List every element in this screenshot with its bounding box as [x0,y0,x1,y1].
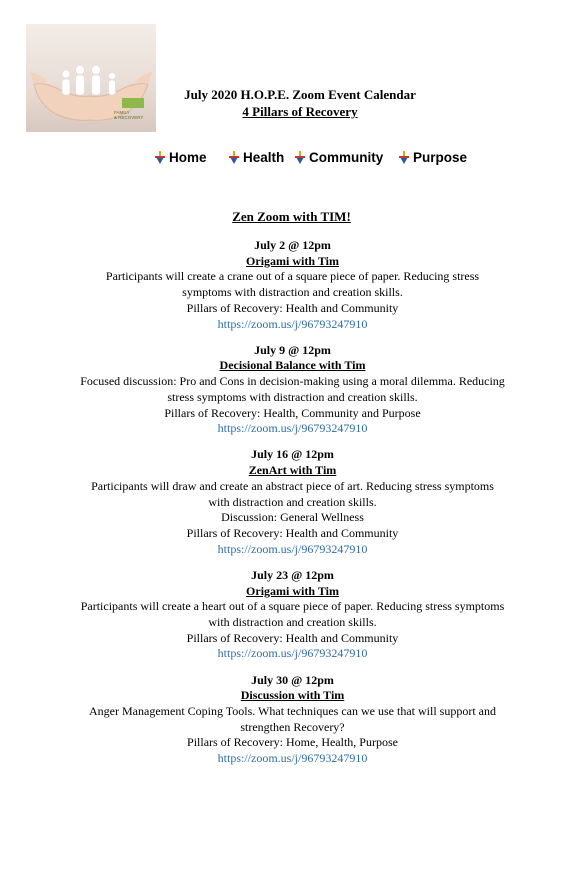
logo-text [114,110,154,120]
event-description-line: strengthen Recovery? [240,719,345,734]
event-description-line: Anger Management Coping Tools. What techniques can we use that will support and [89,703,496,718]
event-description-line: Participants will draw and create an abstract piece of art. Reducing stress symptoms [91,478,494,493]
event-pillars: Pillars of Recovery: Health and Community [186,525,399,540]
page-title: July 2020 H.O.P.E. Zoom Event Calendar [184,87,416,102]
event-title: Decisional Balance with Tim [219,358,366,373]
pillar-marker-icon [398,151,410,165]
logo-image [26,24,156,132]
event-description-line: symptoms with distraction and creation skills. [182,285,403,300]
pillar-label: Community [309,150,384,165]
event-title: Origami with Tim [246,583,339,598]
event-pillars: Pillars of Recovery: Health, Community and Purpose [164,405,421,420]
event-item [40,447,545,557]
event-pillars: Pillars of Recovery: Home, Health, Purpose [187,735,398,750]
event-item [40,673,545,767]
pillar-marker-icon [294,151,306,165]
event-description-line: with distraction and creation skills. [208,494,377,509]
zoom-link[interactable]: https://zoom.us/j/96793247910 [217,541,368,556]
event-description-line: stress symptoms with distraction and creation skills. [167,389,418,404]
pillar-purpose [398,150,467,165]
event-date: July 23 @ 12pm [251,567,334,582]
event-description-line: Participants will create a crane out of a square piece of paper. Reducing stress [105,269,480,284]
pillar-label: Health [243,150,285,165]
event-item [40,238,545,332]
zoom-link[interactable]: https://zoom.us/j/96793247910 [217,646,368,661]
event-title: Origami with Tim [246,253,339,268]
event-list [40,238,545,777]
event-date: July 2 @ 12pm [254,238,331,252]
page-header [150,86,450,120]
event-title: Discussion with Tim [240,688,345,703]
event-title: ZenArt with Tim [248,463,337,478]
pillar-home [154,150,207,165]
event-pillars: Pillars of Recovery: Health and Community [186,630,399,645]
event-description-line: Focused discussion: Pro and Cons in decision-making using a moral dilemma. Reducing [80,374,505,389]
event-date: July 30 @ 12pm [251,672,334,687]
pillar-marker-icon [154,151,166,165]
event-date: July 16 @ 12pm [251,447,334,462]
zoom-link[interactable]: https://zoom.us/j/96793247910 [217,316,368,331]
logo-org-line2: & RECOVERY [114,115,144,120]
pillar-health [228,150,284,165]
zoom-link[interactable]: https://zoom.us/j/96793247910 [217,751,368,766]
event-date: July 9 @ 12pm [254,342,331,357]
pillar-label: Home [169,150,207,165]
pillar-marker-icon [228,151,240,165]
zoom-link[interactable]: https://zoom.us/j/96793247910 [217,421,368,436]
logo-org-line1: FAMILY [114,110,130,115]
event-description-line: with distraction and creation skills. [208,614,377,629]
event-extra-line: Discussion: General Wellness [221,510,364,525]
event-pillars: Pillars of Recovery: Health and Community [186,300,399,315]
pillar-label: Purpose [413,150,468,165]
page-subtitle: 4 Pillars of Recovery [242,104,358,119]
event-item [40,568,545,662]
pillar-community [294,150,383,165]
section-title: Zen Zoom with TIM! [232,209,351,224]
event-description-line: Participants will create a heart out of a square piece of paper. Reducing stress symptoms [80,599,505,614]
event-item [40,343,545,437]
